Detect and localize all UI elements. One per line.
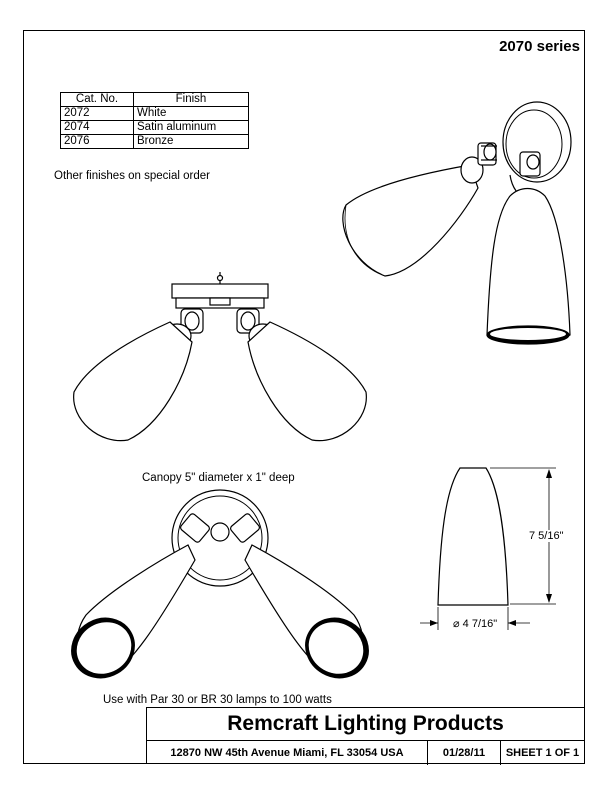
- cat-no-cell: 2074: [61, 121, 134, 135]
- cat-no-header: Cat. No.: [61, 93, 134, 107]
- finish-cell: Bronze: [134, 135, 249, 149]
- title-block: [146, 707, 584, 764]
- canopy-note: Canopy 5" diameter x 1" deep: [142, 472, 295, 484]
- bottom-view-drawing: [61, 490, 379, 689]
- cat-no-cell: 2072: [61, 107, 134, 121]
- cat-no-cell: 2076: [61, 135, 134, 149]
- finish-cell: Satin aluminum: [134, 121, 249, 135]
- shade-dimension-drawing: [420, 468, 556, 630]
- front-elevation-drawing: [74, 272, 367, 441]
- perspective-view-drawing: [343, 102, 571, 344]
- drawing-date: 01/28/11: [428, 741, 501, 765]
- company-address: 12870 NW 45th Avenue Miami, FL 33054 USA: [147, 741, 428, 765]
- special-order-note: Other finishes on special order: [54, 170, 210, 182]
- finish-cell: White: [134, 107, 249, 121]
- diameter-dimension-label: ⌀ 4 7/16": [453, 618, 498, 630]
- lamp-note: Use with Par 30 or BR 30 lamps to 100 watts: [103, 694, 332, 706]
- sheet-number: SHEET 1 OF 1: [505, 747, 580, 759]
- finish-header: Finish: [134, 93, 249, 107]
- company-name: Remcraft Lighting Products: [147, 708, 584, 741]
- height-dimension-label: 7 5/16": [529, 530, 564, 542]
- series-title: 2070 series: [499, 38, 580, 55]
- title-block-info-row: [147, 741, 584, 765]
